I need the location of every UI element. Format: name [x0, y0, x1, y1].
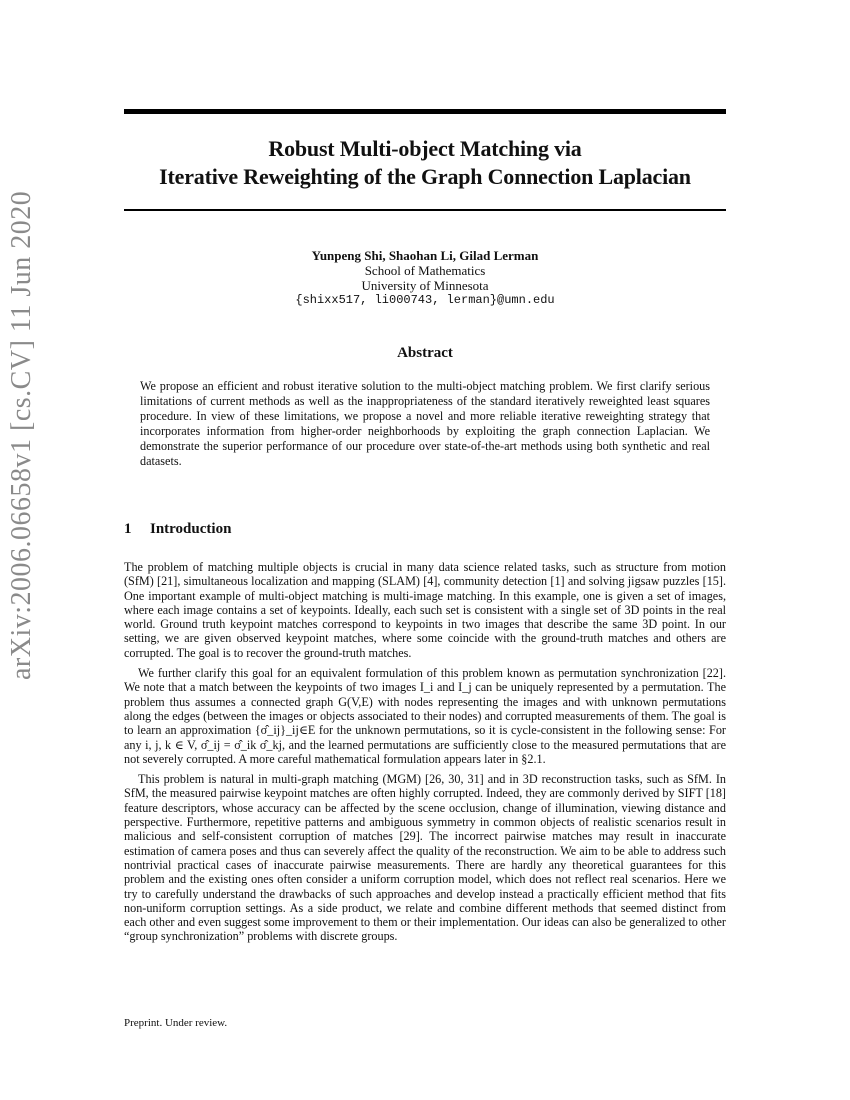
abstract-heading: Abstract [397, 345, 453, 361]
author-names: Yunpeng Shi, Shaohan Li, Gilad Lerman [311, 248, 539, 263]
intro-paragraph-1: The problem of matching multiple objects is crucial in many data science related tasks, such as structure from motion (SfM) [21], simultaneous localization and mapping (SLAM) [4], community detection [1] and solving jigsaw puzzles [15]. One important example of multi-object matching is multi-image matching. In this example, one is given a set of images, where each image contains a set of keypoints. Ideally, each such set is consistent with a single set of 3D points in the real world. Ground truth keypoint matches correspond to keypoints in two images that describe the same 3D point. In our setting, we are given observed keypoint matches, where some coincide with the ground-truth matches and others are corrupted. The goal is to recover the ground-truth matches. [124, 560, 726, 660]
title-line-2: Iterative Reweighting of the Graph Connection Laplacian [159, 164, 691, 189]
author-emails: {shixx517, li000743, lerman}@umn.edu [295, 293, 555, 307]
intro-paragraph-3: This problem is natural in multi-graph matching (MGM) [26, 30, 31] and in 3D reconstruction tasks, such as SfM. In SfM, the measured pairwise keypoint matches are often highly corrupted. Indeed, they are commonly derived by SIFT [18] feature descriptors, whose accuracy can be affected by the scene occlusion, change of illumination, viewing distance and perspective. Furthermore, repetitive patterns and ambiguous symmetry in common objects of realistic scenarios result in malicious and self-consistent corruption of matches [29]. The incorrect pairwise matches may result in inaccurate estimation of camera poses and thus can severely affect the quality of the reconstruction. We aim to be able to address such nontrivial practical cases of inaccurate pairwise measurements. There are hardly any theoretical guarantees for this problem and the existing ones often consider a uniform corruption model, which does not reflect real scenarios. Here we try to carefully understand the drawbacks of such approaches and develop instead a practically efficient method that fits non-uniform corruption settings. As a side product, we relate and combine different methods that seemed distinct from each other and even suggest some improvement to them or their implementation. Our ideas can also be generalized to other “group synchronization” problems with discrete groups. [124, 772, 726, 944]
title-rule-top [124, 109, 726, 114]
arxiv-stamp: arXiv:2006.06658v1 [cs.CV] 11 Jun 2020 [6, 190, 37, 680]
preprint-footer: Preprint. Under review. [124, 1017, 228, 1029]
abstract-text: We propose an efficient and robust iterative solution to the multi-object matching problem. We first clarify serious limitations of current methods as well as the inappropriateness of the standard iteratively reweighted least squares procedure. In view of these limitations, we propose a novel and more reliable iterative reweighting strategy that incorporates information from higher-order neighborhoods by exploiting the graph connection Laplacian. We demonstrate the superior performance of our procedure over state-of-the-art methods using both synthetic and real datasets. [140, 379, 710, 468]
title-rule-bottom [124, 209, 726, 211]
affiliation-school: School of Mathematics [364, 263, 486, 278]
title-line-1: Robust Multi-object Matching via [268, 136, 582, 161]
section-number: 1 [124, 521, 132, 537]
introduction-body [124, 560, 726, 950]
section-title: Introduction [150, 521, 232, 537]
affiliation-university: University of Minnesota [361, 278, 489, 293]
paper-title [124, 135, 726, 191]
authors-block [124, 248, 726, 308]
section-heading-introduction [124, 521, 231, 538]
intro-paragraph-2: We further clarify this goal for an equivalent formulation of this problem known as permutation synchronization [22]. We note that a match between the keypoints of two images I_i and I_j can be uniquely represented by a permutation. The problem thus assumes a connected graph G(V,E) with nodes representing the images and with unknown permutations along the edges (between the images or objects associated to their nodes) and corrupted measurements of them. The goal is to learn an approximation {σ̂_ij}_ij∈E for the unknown permutations, so it is cycle-consistent in the following sense: For any i, j, k ∈ V, σ̂_ij = σ̂_ik σ̂_kj, and the learned permutations are sufficiently close to the measured permutations that are not severely corrupted. A more careful mathematical formulation appears later in §2.1. [124, 666, 726, 766]
